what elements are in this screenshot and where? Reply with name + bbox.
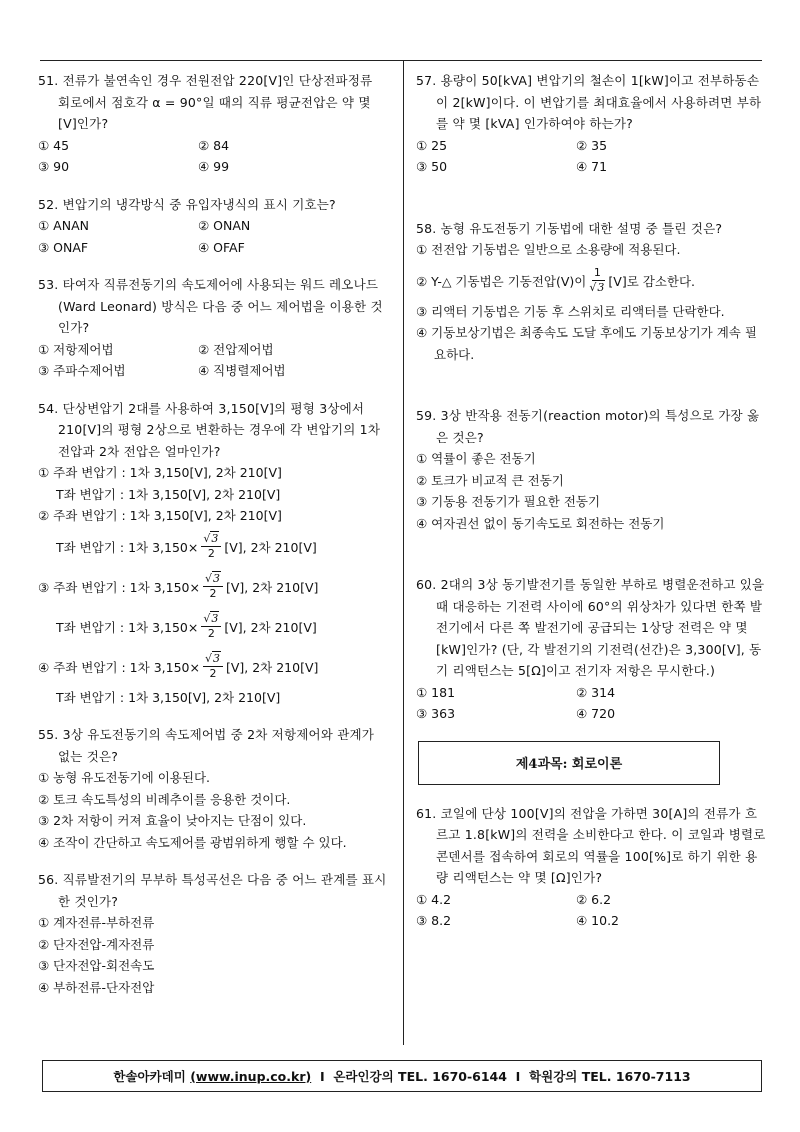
question-stem: 52. 변압기의 냉각방식 중 유입자냉식의 표시 기호는? (38, 196, 336, 212)
footer-separator: I (515, 1068, 521, 1084)
sqrt-argument: 3 (212, 572, 220, 585)
answer-options (416, 135, 766, 178)
fraction-numerator: √3 (203, 652, 223, 667)
question-stem: 59. 3상 반작용 전동기(reaction motor)의 특성으로 가장 옳은 것은? (416, 408, 760, 445)
option-2[interactable]: ② 주좌 변압기 : 1차 3,150[V], 2차 210[V] (38, 508, 282, 523)
question-stem: 57. 용량이 50[kVA] 변압기의 철손이 1[kW]이고 전부하동손이 2[kW]이다. 이 변압기를 최대효율에서 사용하려면 부하를 약 몇 [kVA] 인가하여야 하는가? (416, 73, 762, 131)
question-56 (38, 869, 388, 998)
top-rule (40, 60, 762, 61)
option-1-t-transformer: T좌 변압기 : 1차 3,150[V], 2차 210[V] (56, 486, 281, 502)
column-divider (403, 60, 404, 1045)
option-3[interactable]: ③ 단자전압-회전속도 (38, 958, 155, 973)
option-1[interactable]: ① 전전압 기동법은 일반으로 소용량에 적용된다. (416, 242, 681, 257)
option-2[interactable]: ② 토크가 비교적 큰 전동기 (416, 472, 564, 488)
option-1[interactable]: ① 저항제어법 (38, 341, 114, 357)
left-column (38, 70, 388, 1014)
option-2[interactable]: ② 84 (198, 137, 230, 153)
fraction-numerator: √3 (201, 612, 221, 627)
footer-separator: I (319, 1068, 325, 1084)
fraction-numerator: √3 (203, 572, 223, 587)
formula-suffix: [V], 2차 210[V] (224, 619, 317, 635)
option-4[interactable]: ④ 직병렬제어법 (198, 363, 286, 378)
sqrt3-over-2-fraction (203, 652, 223, 681)
question-60 (416, 574, 766, 725)
question-55 (38, 724, 388, 853)
footer-online-contact: 온라인강의 TEL. 1670-6144 (333, 1069, 507, 1084)
sqrt3-over-2-fraction (203, 572, 223, 601)
option-text-suffix: [V]로 감소한다. (608, 273, 696, 289)
option-4[interactable]: ④ 71 (576, 159, 608, 174)
footer-brand: 한솔아카데미 (113, 1069, 186, 1084)
question-53 (38, 274, 388, 382)
sqrt3-over-2-fraction (201, 612, 221, 641)
formula-suffix: [V], 2차 210[V] (225, 659, 319, 675)
option-2[interactable] (416, 261, 766, 301)
question-58 (416, 218, 766, 366)
question-stem: 58. 농형 유도전동기 기동법에 대한 설명 중 틀린 것은? (416, 220, 723, 236)
option-1[interactable]: ① ANAN (38, 218, 89, 233)
question-stem: 55. 3상 유도전동기의 속도제어법 중 2차 저항제어와 관계가 없는 것은? (38, 727, 375, 764)
option-1[interactable]: ① 25 (416, 137, 448, 153)
option-3[interactable]: ③ 주파수제어법 (38, 363, 126, 378)
sqrt-argument: 3 (597, 281, 605, 294)
right-column (416, 70, 766, 948)
section-title: 제4과목: 회로이론 (515, 757, 623, 772)
option-4[interactable]: ④ 여자권선 없이 동기속도로 회전하는 전동기 (416, 515, 665, 531)
option-2[interactable]: ② 314 (576, 684, 616, 700)
formula-suffix: [V], 2차 210[V] (224, 539, 317, 555)
question-stem: 54. 단상변압기 2대를 사용하여 3,150[V]의 평형 3상에서 210[V]의 평형 2상으로 변환하는 경우에 각 변압기의 1차 전압과 2차 전압은 얼마인가? (38, 400, 381, 459)
question-stem: 53. 타여자 직류전동기의 속도제어에 사용되는 워드 레오나드(Ward Leonard) 방식은 다음 중 어느 제어법을 이용한 것인가? (38, 277, 383, 335)
fraction-denominator: 2 (209, 587, 217, 600)
option-1[interactable]: ① 181 (416, 684, 456, 700)
answer-options (38, 215, 388, 258)
footer-website-link[interactable]: (www.inup.co.kr) (190, 1068, 312, 1084)
option-3[interactable]: ③ 363 (416, 706, 456, 721)
option-1[interactable]: ① 농형 유도전동기에 이용된다. (38, 770, 211, 785)
option-3[interactable]: ③ ONAF (38, 239, 89, 255)
option-3-t-transformer (38, 607, 388, 647)
option-3[interactable] (38, 567, 388, 607)
fraction-numerator: √3 (201, 532, 221, 547)
one-over-sqrt3-fraction (589, 266, 605, 295)
option-4[interactable] (38, 647, 388, 687)
formula-prefix: T좌 변압기 : 1차 3,150× (56, 539, 199, 555)
answer-options (38, 339, 388, 382)
section-title-box (418, 741, 720, 785)
option-1[interactable]: ① 주좌 변압기 : 1차 3,150[V], 2차 210[V] (38, 465, 282, 480)
sqrt3-over-2-fraction (201, 532, 221, 561)
option-4[interactable]: ④ 10.2 (576, 913, 620, 928)
question-51 (38, 70, 388, 178)
option-2[interactable]: ② 6.2 (576, 891, 612, 907)
option-2[interactable]: ② 35 (576, 137, 608, 153)
option-text-prefix: ② Y-△ 기동법은 기동전압(V)이 (416, 273, 587, 289)
fraction-denominator: 2 (209, 667, 217, 680)
sqrt-argument: 3 (211, 612, 219, 625)
formula-prefix: T좌 변압기 : 1차 3,150× (56, 619, 199, 635)
fraction-numerator: 1 (593, 266, 601, 279)
option-1[interactable]: ① 4.2 (416, 891, 452, 907)
option-2[interactable]: ② ONAN (198, 218, 251, 233)
option-3[interactable]: ③ 90 (38, 159, 70, 174)
formula-suffix: [V], 2차 210[V] (225, 579, 319, 595)
formula-prefix: ③ 주좌 변압기 : 1차 3,150× (38, 579, 200, 595)
formula-prefix: ④ 주좌 변압기 : 1차 3,150× (38, 659, 200, 675)
question-59 (416, 405, 766, 534)
option-1[interactable]: ① 45 (38, 137, 70, 153)
option-4[interactable]: ④ 99 (198, 159, 230, 174)
option-3[interactable]: ③ 리액터 기동법은 기동 후 스위치로 리액터를 단락한다. (416, 303, 725, 319)
answer-options (416, 889, 766, 932)
sqrt-argument: 3 (212, 652, 220, 665)
option-3[interactable]: ③ 2차 저항이 커져 효율이 낮아지는 단점이 있다. (38, 813, 307, 828)
option-1[interactable]: ① 계자전류-부하전류 (38, 915, 155, 930)
question-stem: 51. 전류가 불연속인 경우 전원전압 220[V]인 단상전파정류 회로에서 점호각 α = 90°일 때의 직류 평균전압은 약 몇 [V]인가? (38, 73, 373, 131)
option-4[interactable]: ④ 조작이 간단하고 속도제어를 광범위하게 행할 수 있다. (38, 834, 347, 850)
question-54 (38, 398, 388, 709)
sqrt-argument: 3 (211, 532, 219, 545)
option-2[interactable]: ② 토크 속도특성의 비례추이를 응용한 것이다. (38, 791, 291, 807)
option-4-t-transformer: T좌 변압기 : 1차 3,150[V], 2차 210[V] (56, 689, 281, 705)
fraction-denominator: √3 (589, 281, 605, 294)
option-1[interactable]: ① 역률이 좋은 전동기 (416, 451, 536, 466)
question-stem: 60. 2대의 3상 동기발전기를 동일한 부하로 병렬운전하고 있을 때 대응하는 기전력 사이에 60°의 위상차가 있다면 한쪽 발전기에서 다른 쪽 발전기에 공급되는 1상당 전력은 약 몇 [kW]인가? (단, 각 발전기의 기전력(선간)은 3,300[V], 동기 리액턴스는 5[Ω]이고 전기자 저항은 무시한다.) (416, 577, 765, 678)
option-4[interactable]: ④ 720 (576, 706, 616, 721)
option-2-t-transformer (38, 527, 388, 567)
page-footer (42, 1060, 762, 1092)
question-61 (416, 803, 766, 932)
option-4[interactable]: ④ 부하전류-단자전압 (38, 979, 155, 995)
option-3[interactable]: ③ 8.2 (416, 913, 452, 928)
question-stem: 61. 코일에 단상 100[V]의 전압을 가하면 30[A]의 전류가 흐르고 1.8[kW]의 전력을 소비한다고 한다. 이 코일과 병렬로 콘덴서를 접속하여 회로의 역률을 100[%]로 하기 위한 용량 리액턴스는 약 몇 [Ω]인가? (416, 805, 766, 885)
question-57 (416, 70, 766, 178)
answer-options (416, 682, 766, 725)
fraction-denominator: 2 (207, 547, 215, 560)
option-2[interactable]: ② 단자전압-계자전류 (38, 936, 155, 952)
fraction-denominator: 2 (207, 627, 215, 640)
option-4[interactable]: ④ 기동보상기법은 최종속도 도달 후에도 기동보상기가 계속 필요하다. (416, 325, 757, 362)
question-52 (38, 194, 388, 259)
answer-options (38, 135, 388, 178)
question-stem: 56. 직류발전기의 무부하 특성곡선은 다음 중 어느 관계를 표시한 것인가? (38, 872, 387, 909)
option-4[interactable]: ④ OFAF (198, 239, 245, 255)
option-3[interactable]: ③ 기동용 전동기가 필요한 전동기 (416, 494, 601, 509)
option-2[interactable]: ② 전압제어법 (198, 341, 274, 357)
footer-offline-contact: 학원강의 TEL. 1670-7113 (529, 1069, 691, 1084)
option-3[interactable]: ③ 50 (416, 159, 448, 174)
